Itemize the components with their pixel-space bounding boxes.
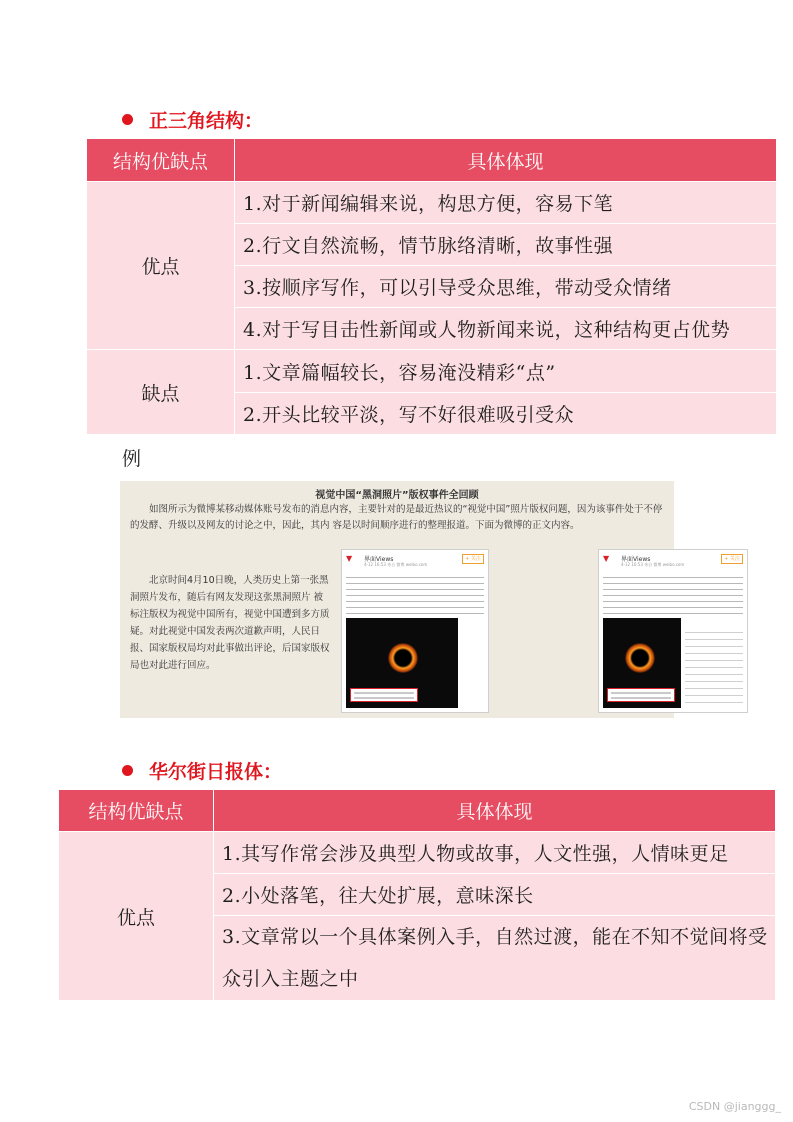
- table-row: [87, 182, 777, 224]
- example-body: 北京时间4月10日晚，人类历史上第一张黑洞照片发布，随后有网友发现这张黑洞照片 被标注版权为视觉中国所有，视觉中国遭到多方质疑。对此视觉中国发表两次道歉声明，人民日报、国家版权局均对此事做出评论，后国家版权局也对此进行回应。: [130, 575, 330, 671]
- header-cell-category: 结构优缺点: [87, 139, 235, 182]
- weibo-screenshot: [598, 549, 748, 713]
- post-text-lines: [603, 572, 743, 614]
- pros-item-cell: 3.文章常以一个具体案例入手，自然过渡，能在不知不觉间将受众引入主题之中: [214, 916, 776, 1001]
- post-text-lines: [346, 572, 484, 614]
- header-cell-details: 具体体现: [214, 790, 776, 832]
- pros-item-cell: 2.行文自然流畅，情节脉络清晰，故事性强: [235, 224, 777, 266]
- bullet-dot-icon: [122, 114, 133, 125]
- heading-text: 正三角结构：: [149, 110, 264, 132]
- weibo-screenshot: [341, 549, 489, 713]
- photo-caption: [607, 688, 675, 702]
- pros-item-cell: 1.其写作常会涉及典型人物或故事，人文性强，人情味更足: [214, 832, 776, 874]
- photo-caption: [350, 688, 418, 702]
- pros-label-cell: 优点: [87, 182, 235, 350]
- black-hole-icon: [625, 643, 655, 673]
- pros-item-cell: 4.对于写目击性新闻或人物新闻来说，这种结构更占优势: [235, 308, 777, 350]
- heading-text: 华尔街日报体：: [149, 761, 283, 783]
- example-title: 视觉中国“黑洞照片”版权事件全回顾: [315, 490, 479, 501]
- wsj-structure-table: [58, 789, 776, 1001]
- cons-item-cell: 1.文章篇幅较长，容易淹没精彩“点”: [235, 350, 777, 393]
- example-label: 例: [122, 448, 142, 470]
- example-intro: 如图所示为微博某移动媒体账号发布的消息内容，主要针对的是最近热议的“视觉中国”照片版权问题，因为该事件处于不停的发酵、升级以及网友的讨论之中，因此，其内 容是以时间顺序进行的整理报道。下面为微博的正文内容。: [130, 504, 663, 531]
- table-row: [87, 350, 777, 393]
- post-meta: 4-12 16:53 来自 微博 weibo.com: [364, 562, 428, 567]
- section-heading-triangle: [122, 106, 263, 133]
- pros-label-cell: 优点: [59, 832, 214, 1001]
- header-cell-details: 具体体现: [235, 139, 777, 182]
- table-header-row: [59, 790, 776, 832]
- pros-item-cell: 3.按顺序写作，可以引导受众思维，带动受众情绪: [235, 266, 777, 308]
- views-logo-icon: ▼: [603, 554, 610, 563]
- watermark: CSDN @jianggg_: [688, 1100, 781, 1113]
- header-cell-category: 结构优缺点: [59, 790, 214, 832]
- bullet-dot-icon: [122, 765, 133, 776]
- pros-item-cell: 2.小处落笔，往大处扩展，意味深长: [214, 874, 776, 916]
- post-meta: 4-12 16:53 来自 微博 weibo.com: [621, 562, 685, 567]
- pros-item-cell: 1.对于新闻编辑来说，构思方便，容易下笔: [235, 182, 777, 224]
- follow-button: + 关注: [462, 554, 484, 564]
- section-heading-wsj: [122, 757, 282, 784]
- account-name: 界面Views: [621, 556, 651, 563]
- table-header-row: [87, 139, 777, 182]
- black-hole-icon: [388, 643, 418, 673]
- views-logo-icon: ▼: [346, 554, 353, 563]
- follow-button: + 关注: [721, 554, 743, 564]
- table-row: [59, 832, 776, 874]
- cons-label-cell: 缺点: [87, 350, 235, 435]
- black-hole-photo: [603, 618, 681, 708]
- example-image: [120, 481, 740, 718]
- cons-item-cell: 2.开头比较平淡，写不好很难吸引受众: [235, 393, 777, 435]
- black-hole-photo: [346, 618, 458, 708]
- account-name: 界面Views: [364, 556, 394, 563]
- triangle-structure-table: [86, 138, 777, 435]
- comment-lines: [685, 626, 743, 704]
